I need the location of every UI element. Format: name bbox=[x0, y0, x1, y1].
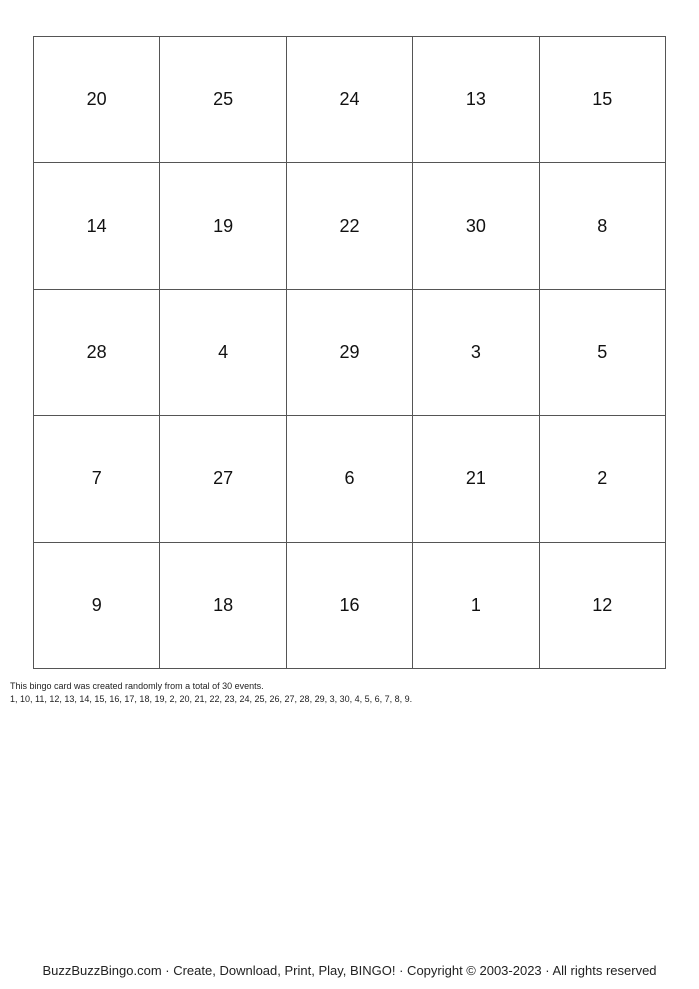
bingo-cell: 24 bbox=[287, 37, 413, 163]
bingo-cell: 3 bbox=[413, 290, 539, 416]
card-summary-note: This bingo card was created randomly from a total of 30 events. bbox=[10, 681, 264, 691]
bingo-cell: 15 bbox=[540, 37, 666, 163]
bingo-cell: 9 bbox=[34, 543, 160, 669]
bingo-cell: 28 bbox=[34, 290, 160, 416]
bingo-card-grid bbox=[33, 36, 666, 669]
bingo-cell: 8 bbox=[540, 163, 666, 289]
bingo-cell: 1 bbox=[413, 543, 539, 669]
bingo-cell: 22 bbox=[287, 163, 413, 289]
bingo-cell: 4 bbox=[160, 290, 286, 416]
bingo-cell: 16 bbox=[287, 543, 413, 669]
bingo-cell: 12 bbox=[540, 543, 666, 669]
bingo-cell: 18 bbox=[160, 543, 286, 669]
bingo-cell: 25 bbox=[160, 37, 286, 163]
events-list: 1, 10, 11, 12, 13, 14, 15, 16, 17, 18, 19, 2, 20, 21, 22, 23, 24, 25, 26, 27, 28, 29, 3, 30, 4, 5, 6, 7, 8, 9. bbox=[10, 694, 413, 704]
bingo-cell: 30 bbox=[413, 163, 539, 289]
bingo-cell: 21 bbox=[413, 416, 539, 542]
bingo-cell: 29 bbox=[287, 290, 413, 416]
bingo-cell: 27 bbox=[160, 416, 286, 542]
bingo-cell: 14 bbox=[34, 163, 160, 289]
bingo-cell: 2 bbox=[540, 416, 666, 542]
page-footer: BuzzBuzzBingo.com · Create, Download, Print, Play, BINGO! · Copyright © 2003-2023 · All rights reserved bbox=[42, 963, 657, 978]
bingo-cell: 20 bbox=[34, 37, 160, 163]
bingo-cell: 5 bbox=[540, 290, 666, 416]
bingo-cell: 13 bbox=[413, 37, 539, 163]
bingo-cell: 19 bbox=[160, 163, 286, 289]
bingo-cell: 6 bbox=[287, 416, 413, 542]
bingo-cell: 7 bbox=[34, 416, 160, 542]
